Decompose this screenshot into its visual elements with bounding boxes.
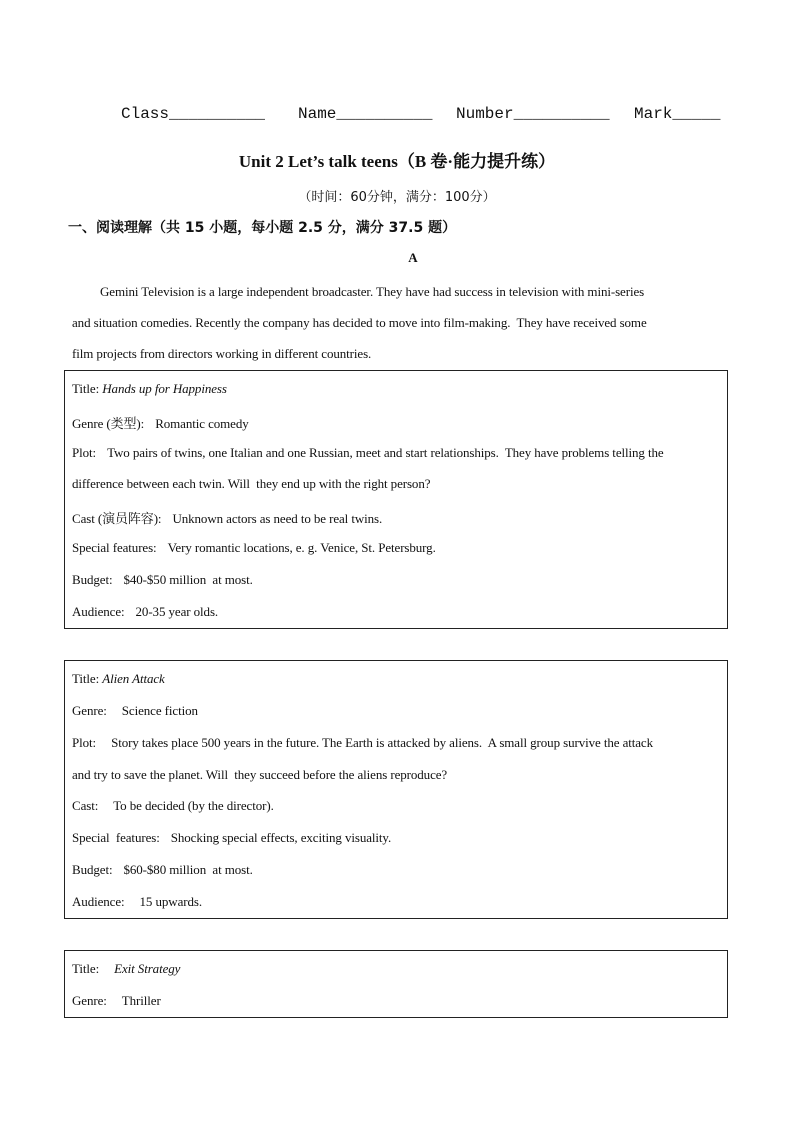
class-field[interactable]: Class__________	[121, 105, 266, 123]
genre-label: Genre:	[72, 993, 107, 1008]
project-genre: Thriller	[121, 993, 161, 1008]
project-plot-line2: and try to save the planet. Will they succeed before the aliens reproduce?	[72, 767, 448, 782]
project-genre-row	[72, 993, 161, 1009]
features-label: Special features:	[72, 830, 160, 845]
project-genre: Romantic comedy	[155, 416, 249, 431]
project-features-row	[72, 540, 436, 556]
project-box-hands-up	[64, 370, 728, 629]
plot-label: Plot:	[72, 445, 97, 460]
project-features: Very romantic locations, e. g. Venice, St. Petersburg.	[167, 540, 436, 555]
project-title-row	[72, 381, 227, 397]
project-budget: $60-$80 million at most.	[123, 862, 253, 877]
title-label: Title:	[72, 961, 100, 976]
project-audience-row	[72, 604, 218, 620]
project-box-alien-attack	[64, 660, 728, 919]
budget-label: Budget:	[72, 572, 113, 587]
project-budget-row	[72, 862, 253, 878]
project-title: Hands up for Happiness	[102, 381, 227, 396]
genre-label: Genre (类型):	[72, 416, 145, 431]
project-budget-row	[72, 572, 253, 588]
intro-line-1: Gemini Television is a large independent broadcaster. They have had success in television with mini-series	[100, 284, 645, 299]
project-genre-row	[72, 703, 198, 719]
intro-line-3: film projects from directors working in different countries.	[72, 346, 372, 361]
project-title-row	[72, 671, 165, 687]
project-title-row	[72, 961, 180, 977]
budget-label: Budget:	[72, 862, 113, 877]
features-label: Special features:	[72, 540, 157, 555]
project-plot-row	[72, 735, 653, 751]
project-audience: 15 upwards.	[139, 894, 202, 909]
project-genre-row	[72, 413, 249, 432]
audience-label: Audience:	[72, 894, 125, 909]
student-info-line	[0, 105, 794, 131]
cast-label: Cast:	[72, 798, 99, 813]
genre-label: Genre:	[72, 703, 107, 718]
page-subtitle: （时间：60分钟，满分：100分）	[298, 190, 496, 205]
mark-field[interactable]: Mark_____	[634, 105, 721, 123]
project-cast: Unknown actors as need to be real twins.	[172, 511, 383, 526]
intro-line-2: and situation comedies. Recently the company has decided to move into film-making. They have received some	[72, 315, 647, 330]
page-title: Unit 2 Let’s talk teens（B 卷·能力提升练）	[238, 152, 556, 171]
project-budget: $40-$50 million at most.	[123, 572, 253, 587]
project-genre: Science fiction	[121, 703, 198, 718]
project-title: Alien Attack	[102, 671, 165, 686]
project-plot-line1: Story takes place 500 years in the future. The Earth is attacked by aliens. A small group survive the attack	[111, 735, 654, 750]
project-box-exit-strategy	[64, 950, 728, 1018]
project-features: Shocking special effects, exciting visuality.	[170, 830, 392, 845]
project-features-row	[72, 830, 391, 846]
cast-label: Cast (演员阵容):	[72, 511, 162, 526]
plot-label: Plot:	[72, 735, 97, 750]
audience-label: Audience:	[72, 604, 125, 619]
project-cast-row	[72, 508, 382, 527]
title-label: Title:	[72, 671, 103, 686]
passage-label: A	[408, 250, 418, 265]
number-field[interactable]: Number__________	[456, 105, 610, 123]
title-label: Title:	[72, 381, 103, 396]
project-cast-row	[72, 798, 274, 814]
project-audience: 20-35 year olds.	[135, 604, 219, 619]
name-field[interactable]: Name__________	[298, 105, 433, 123]
project-audience-row	[72, 894, 202, 910]
project-plot-row	[72, 445, 664, 461]
project-cast: To be decided (by the director).	[113, 798, 274, 813]
project-plot-line1: Two pairs of twins, one Italian and one Russian, meet and start relationships. They have problems telling the	[107, 445, 664, 460]
section-heading: 一、阅读理解（共 15 小题，每小题 2.5 分，满分 37.5 题）	[68, 220, 457, 236]
project-plot-line2: difference between each twin. Will they end up with the right person?	[72, 476, 431, 491]
project-title: Exit Strategy	[114, 961, 181, 976]
